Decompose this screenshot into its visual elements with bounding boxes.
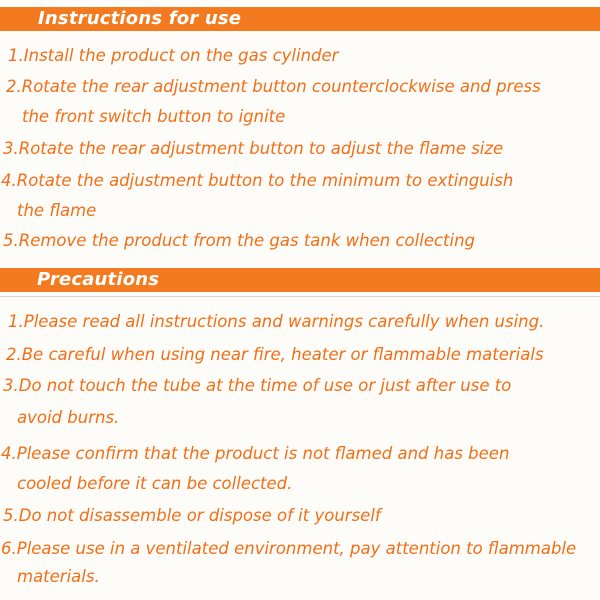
precaution-item-1-line-1: 1.Please read all instructions and warnings carefully when using. [8, 312, 545, 331]
precaution-item-6-line-2: materials. [17, 567, 100, 586]
precaution-item-4-line-1: 4.Please confirm that the product is not flamed and has been [1, 444, 510, 463]
instruction-item-5-line-1: 5.Remove the product from the gas tank when collecting [3, 231, 476, 250]
precautions-header [0, 268, 600, 292]
precautions-divider [0, 296, 600, 297]
instructions-title: Instructions for use [38, 8, 242, 29]
instruction-item-3-line-1: 3.Rotate the rear adjustment button to adjust the flame size [3, 139, 504, 158]
precautions-title: Precautions [37, 269, 160, 290]
precaution-item-6-line-1: 6.Please use in a ventilated environment, pay attention to flammable [1, 539, 577, 558]
precaution-item-2-line-1: 2.Be careful when using near fire, heater or flammable materials [6, 345, 544, 364]
precaution-item-4-line-2: cooled before it can be collected. [17, 474, 293, 493]
precaution-item-5-line-1: 5.Do not disassemble or dispose of it yourself [3, 506, 381, 525]
precaution-item-3-line-2: avoid burns. [17, 408, 120, 427]
instruction-item-2-line-1: 2.Rotate the rear adjustment button counterclockwise and press [6, 77, 541, 96]
instruction-item-2-line-2: the front switch button to ignite [22, 107, 286, 126]
instructions-header [0, 7, 600, 31]
instruction-item-1-line-1: 1.Install the product on the gas cylinder [8, 46, 339, 65]
instruction-item-4-line-2: the flame [17, 201, 97, 220]
instruction-item-4-line-1: 4.Rotate the adjustment button to the minimum to extinguish [1, 171, 514, 190]
precaution-item-3-line-1: 3.Do not touch the tube at the time of use or just after use to [3, 376, 512, 395]
